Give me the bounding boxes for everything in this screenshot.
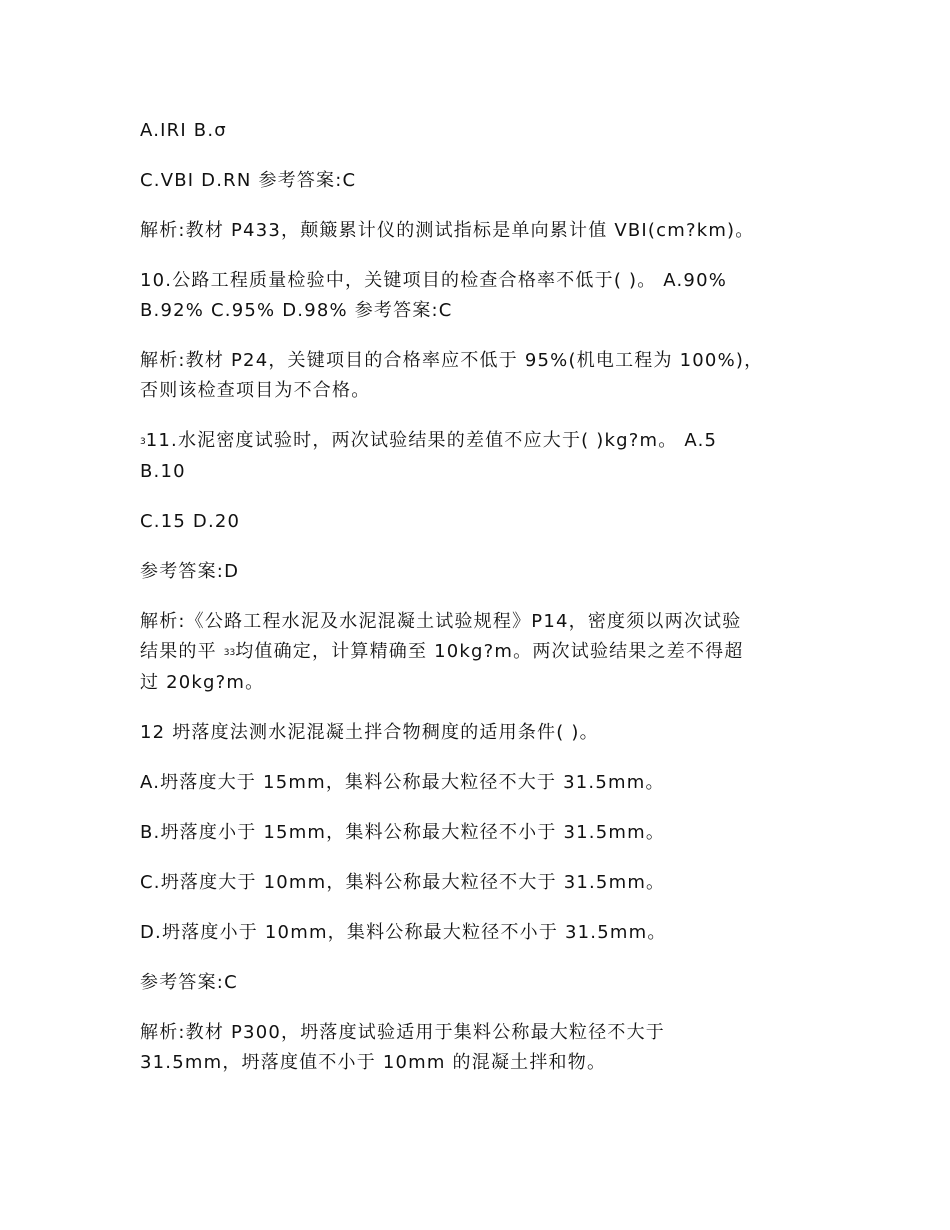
text-line bbox=[140, 637, 820, 668]
text-line: 过 20kg?m。 bbox=[140, 672, 265, 693]
text-line: 参考答案:D bbox=[140, 561, 240, 582]
text-line: 否则该检查项目为不合格。 bbox=[140, 380, 371, 401]
text-line: B.92% C.95% D.98% 参考答案:C bbox=[140, 300, 453, 321]
text-line-content: 均值确定，计算精确至 10kg?m。两次试验结果之差不得超 bbox=[235, 641, 744, 662]
paragraph bbox=[140, 918, 820, 948]
superscript: 33 bbox=[223, 648, 236, 658]
document-page bbox=[140, 116, 820, 1098]
paragraph bbox=[140, 166, 820, 196]
text-line: A.坍落度大于 15mm，集料公称最大粒径不大于 31.5mm。 bbox=[140, 772, 665, 793]
text-line: B.10 bbox=[140, 461, 186, 482]
text-line-content: 结果的平 bbox=[140, 641, 217, 662]
text-line bbox=[140, 426, 820, 457]
text-line: 解析:教材 P300，坍落度试验适用于集料公称最大粒径不大于 bbox=[140, 1022, 665, 1043]
superscript: 3 bbox=[140, 437, 146, 447]
paragraph bbox=[140, 818, 820, 848]
text-line: 解析:教材 P433，颠簸累计仪的测试指标是单向累计值 VBI(cm?km)。 bbox=[140, 220, 755, 241]
paragraph bbox=[140, 607, 820, 698]
text-line: D.坍落度小于 10mm，集料公称最大粒径不小于 31.5mm。 bbox=[140, 922, 667, 943]
text-line: 参考答案:C bbox=[140, 972, 238, 993]
paragraph bbox=[140, 1018, 820, 1078]
paragraph bbox=[140, 868, 820, 898]
paragraph bbox=[140, 768, 820, 798]
paragraph bbox=[140, 116, 820, 146]
text-line: A.IRI B.σ bbox=[140, 120, 227, 141]
text-line: 10.公路工程质量检验中，关键项目的检查合格率不低于( )。 A.90% bbox=[140, 270, 728, 291]
paragraph bbox=[140, 216, 820, 246]
text-line: C.15 D.20 bbox=[140, 511, 241, 532]
text-line: 解析:教材 P24，关键项目的合格率应不低于 95%(机电工程为 100%)， bbox=[140, 350, 764, 371]
paragraph bbox=[140, 266, 820, 326]
paragraph bbox=[140, 968, 820, 998]
text-line: C.VBI D.RN 参考答案:C bbox=[140, 170, 357, 191]
text-line: B.坍落度小于 15mm，集料公称最大粒径不小于 31.5mm。 bbox=[140, 822, 666, 843]
text-line: 解析:《公路工程水泥及水泥混凝土试验规程》P14，密度须以两次试验 bbox=[140, 611, 742, 632]
paragraph bbox=[140, 718, 820, 748]
text-line: 31.5mm，坍落度值不小于 10mm 的混凝土拌和物。 bbox=[140, 1052, 607, 1073]
paragraph bbox=[140, 426, 820, 487]
text-line: C.坍落度大于 10mm，集料公称最大粒径不大于 31.5mm。 bbox=[140, 872, 666, 893]
paragraph bbox=[140, 557, 820, 587]
text-line-content: 11.水泥密度试验时，两次试验结果的差值不应大于( )kg?m。 A.5 bbox=[145, 430, 718, 451]
paragraph bbox=[140, 346, 820, 406]
text-line: 12 坍落度法测水泥混凝土拌合物稠度的适用条件( )。 bbox=[140, 722, 599, 743]
paragraph bbox=[140, 507, 820, 537]
